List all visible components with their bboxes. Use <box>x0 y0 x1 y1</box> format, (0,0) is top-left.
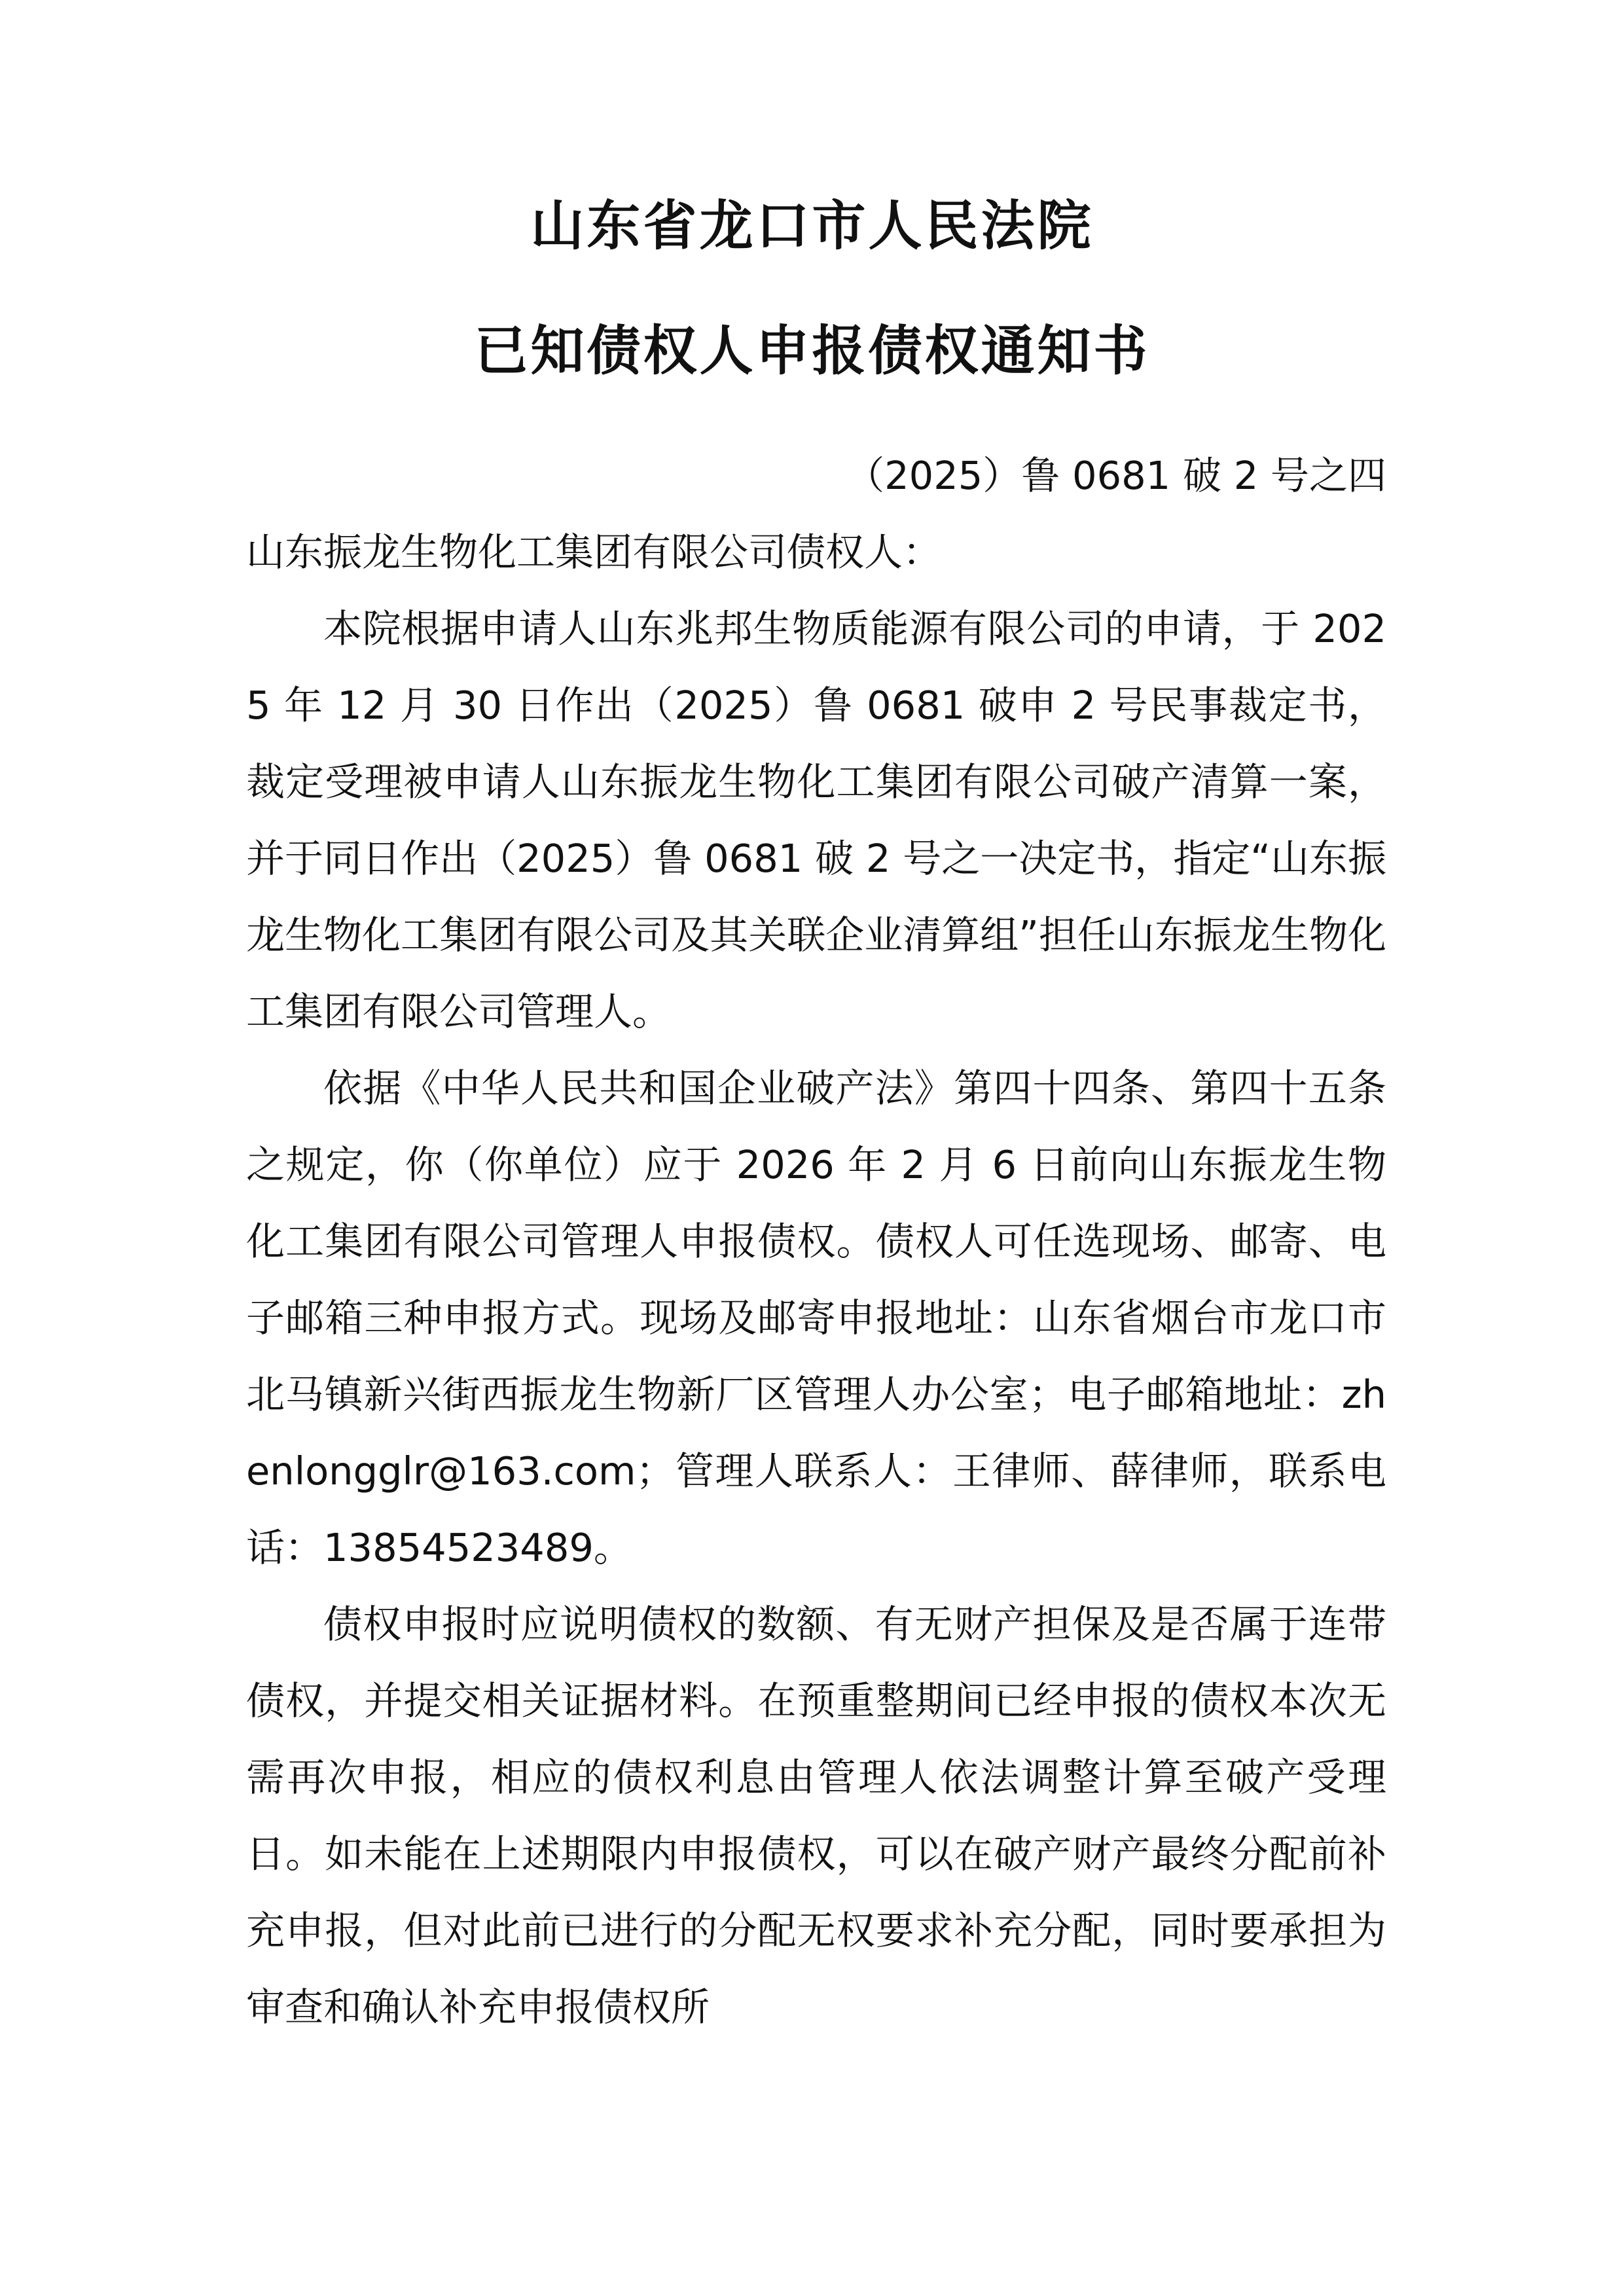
addressee: 山东振龙生物化工集团有限公司债权人： <box>246 529 942 575</box>
paragraph-acceptance: 本院根据申请人山东兆邦生物质能源有限公司的申请，于 2025 年 12 月 30 日作出（2025）鲁 0681 破申 2 号民事裁定书，裁定受理被申请人山东振龙生物化工集团有限公司破产清算一案，并于同日作出（2025）鲁 0681 破 2 号之一决定书，指定“山东振龙生物化工集团有限公司及其关联企业清算组”担任山东振龙生物化工集团有限公司管理人。 <box>246 606 1386 1034</box>
paragraph-claim-requirements: 债权申报时应说明债权的数额、有无财产担保及是否属于连带债权，并提交相关证据材料。在预重整期间已经申报的债权本次无需再次申报，相应的债权利息由管理人依法调整计算至破产受理日。如未能在上述期限内申报债权，可以在破产财产最终分配前补充申报，但对此前已进行的分配无权要求补充分配，同时要承担为审查和确认补充申报债权所 <box>246 1602 1386 2030</box>
paragraph-claim-filing: 依据《中华人民共和国企业破产法》第四十四条、第四十五条之规定，你（你单位）应于 2026 年 2 月 6 日前向山东振龙生物化工集团有限公司管理人申报债权。债权人可任选现场、邮寄、电子邮箱三种申报方式。现场及邮寄申报地址：山东省烟台市龙口市北马镇新兴街西振龙生物新厂区管理人办公室；电子邮箱地址：zhenlongglr@163.com；管理人联系人：王律师、薛律师，联系电话：13854523489。 <box>246 1066 1386 1570</box>
case-number: （2025）鲁 0681 破 2 号之四 <box>846 453 1386 498</box>
court-name-title: 山东省龙口市人民法院 <box>530 195 1094 257</box>
document-body <box>246 437 1386 2045</box>
notice-title: 已知债权人申报债权通知书 <box>474 320 1150 382</box>
